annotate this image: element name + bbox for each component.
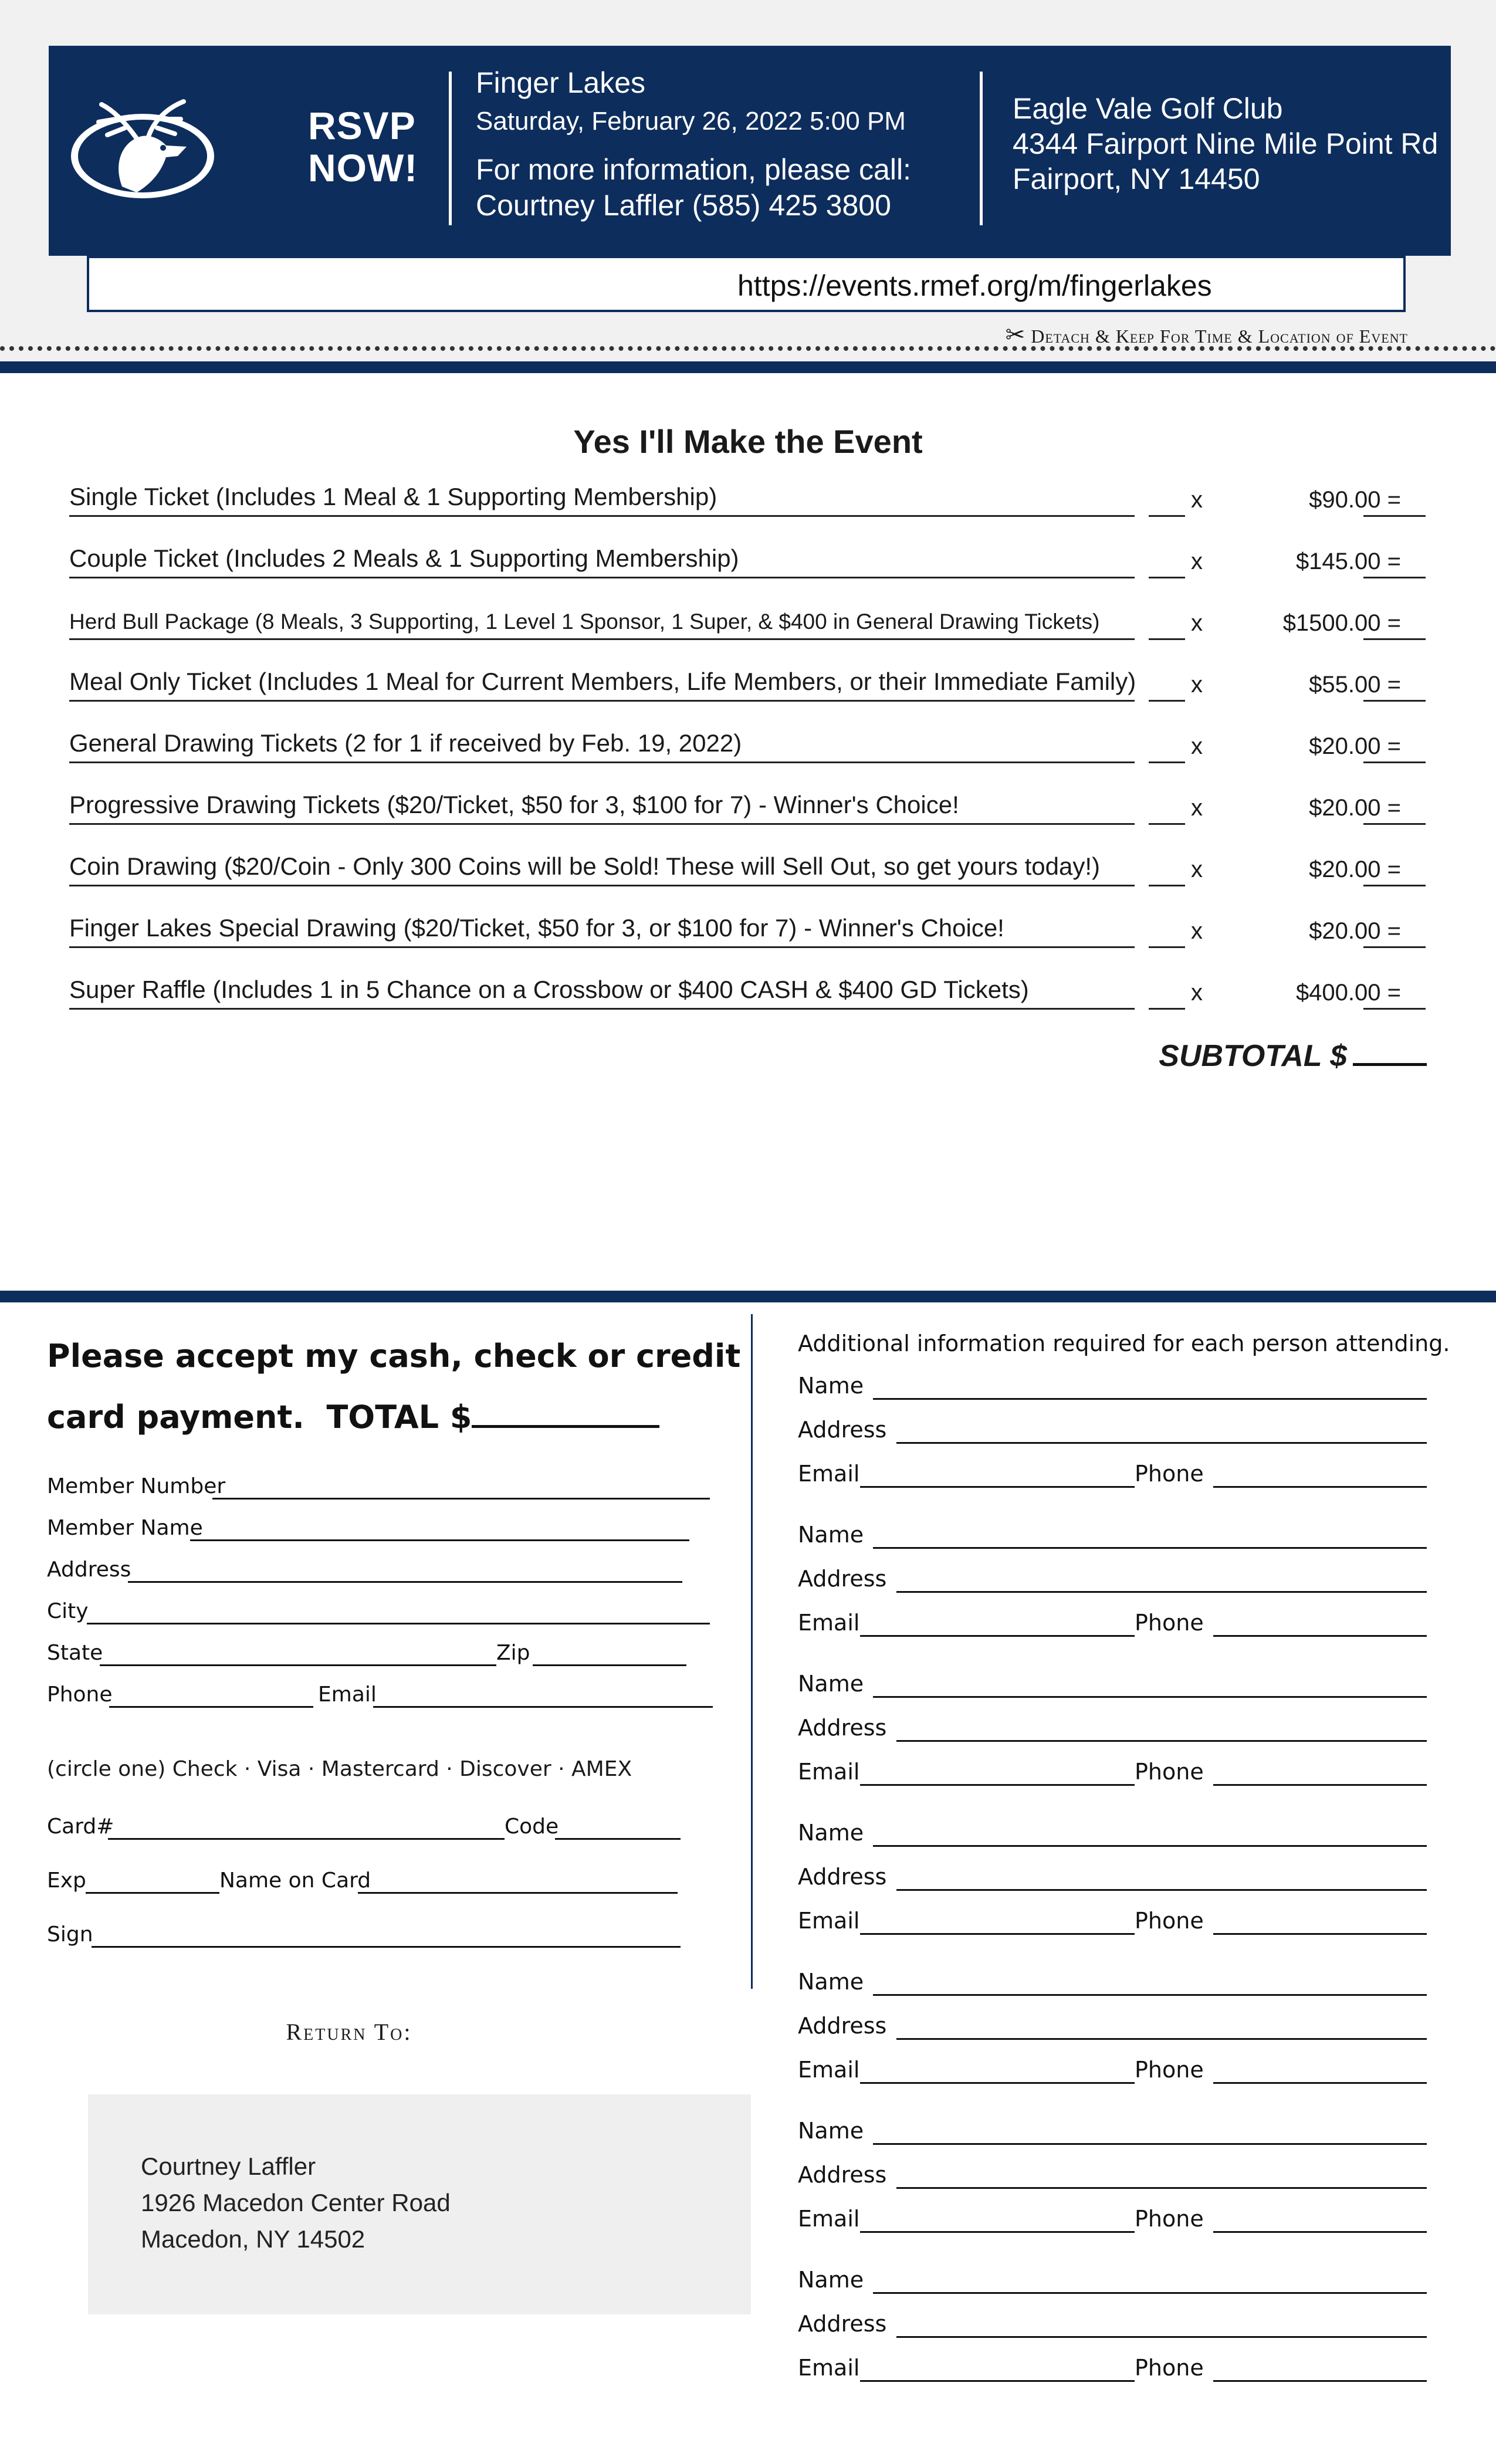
attendee-name-input[interactable] bbox=[873, 1845, 1427, 1847]
attendee-phone-label: Phone bbox=[1135, 2057, 1204, 2083]
attendee-name-label: Name bbox=[798, 1969, 864, 1995]
attendee-email-label: Email bbox=[798, 1908, 860, 1934]
attendee-address-input[interactable] bbox=[896, 1889, 1427, 1891]
header-rule bbox=[0, 361, 1496, 373]
form-field-row bbox=[47, 1467, 716, 1502]
attendee-field-row bbox=[798, 1963, 1431, 1998]
item-underline bbox=[69, 700, 1135, 702]
signature-input[interactable] bbox=[92, 1946, 681, 1948]
expiration-label: Exp bbox=[47, 1869, 86, 1893]
event-banner bbox=[49, 46, 1451, 256]
name-on-card-label: Name on Card bbox=[219, 1869, 371, 1893]
attendee-name-input[interactable] bbox=[873, 2292, 1427, 2294]
quantity-field[interactable] bbox=[1149, 761, 1185, 763]
form-field-row bbox=[47, 1633, 716, 1668]
venue-name: Eagle Vale Golf Club bbox=[1013, 92, 1283, 125]
attendee-phone-label: Phone bbox=[1135, 1908, 1204, 1934]
line-total-field[interactable] bbox=[1363, 946, 1426, 948]
order-item-row bbox=[69, 786, 1430, 827]
item-price: $20.00 = bbox=[1309, 795, 1401, 821]
attendee-email-label: Email bbox=[798, 2355, 860, 2381]
quantity-field[interactable] bbox=[1149, 700, 1185, 702]
item-description: Single Ticket (Includes 1 Meal & 1 Supporting Membership) bbox=[69, 483, 717, 510]
attendee-field-row bbox=[798, 2051, 1431, 2086]
detach-text: Detach & Keep For Time & Location of Event bbox=[1031, 326, 1408, 347]
order-item-row bbox=[69, 663, 1430, 704]
attendee-name-input[interactable] bbox=[873, 1398, 1427, 1400]
form-field-row bbox=[47, 1508, 716, 1544]
contact-phone: Courtney Laffler (585) 425 3800 bbox=[476, 189, 891, 222]
order-item-row bbox=[69, 909, 1430, 950]
attendee-address-input[interactable] bbox=[896, 2187, 1427, 2189]
attendee-field-row bbox=[798, 1367, 1431, 1402]
payment-heading bbox=[47, 1326, 751, 1448]
attendee-email-input[interactable] bbox=[860, 2082, 1135, 2084]
line-total-field[interactable] bbox=[1363, 1008, 1426, 1010]
zip-label: Zip bbox=[496, 1641, 530, 1665]
attendee-phone-label: Phone bbox=[1135, 2355, 1204, 2381]
attendee-name-label: Name bbox=[798, 1671, 864, 1697]
member-name-label: Member Name bbox=[47, 1516, 203, 1540]
order-item-row bbox=[69, 478, 1430, 519]
attendee-field-row bbox=[798, 2200, 1431, 2235]
attendee-address-label: Address bbox=[798, 2013, 887, 2039]
section-rule bbox=[0, 1291, 1496, 1302]
item-underline bbox=[69, 1008, 1135, 1010]
item-description: Super Raffle (Includes 1 in 5 Chance on a Crossbow or $400 CASH & $400 GD Tickets) bbox=[69, 976, 1029, 1003]
item-underline bbox=[69, 761, 1135, 763]
attendee-email-input[interactable] bbox=[860, 1486, 1135, 1488]
attendee-phone-label: Phone bbox=[1135, 1461, 1204, 1487]
subtotal-field[interactable] bbox=[1353, 1040, 1427, 1066]
order-item-row bbox=[69, 848, 1430, 889]
item-description: Coin Drawing ($20/Coin - Only 300 Coins will be Sold! These will Sell Out, so get yours today!) bbox=[69, 852, 1101, 880]
quantity-field[interactable] bbox=[1149, 515, 1185, 517]
banner-divider bbox=[449, 72, 452, 225]
signature-label: Sign bbox=[47, 1923, 93, 1947]
attendee-email-label: Email bbox=[798, 1610, 860, 1636]
order-item-row bbox=[69, 601, 1430, 642]
scissors-icon: ✂ bbox=[1005, 321, 1026, 348]
zip-input[interactable] bbox=[533, 1664, 686, 1666]
attendee-name-label: Name bbox=[798, 2267, 864, 2293]
attendee-address-input[interactable] bbox=[896, 1740, 1427, 1742]
item-price: $145.00 = bbox=[1295, 549, 1401, 574]
rsvp-line: RSVP bbox=[308, 104, 416, 147]
total-field[interactable] bbox=[472, 1396, 659, 1428]
state-input[interactable] bbox=[100, 1664, 496, 1666]
perforation-line bbox=[0, 346, 1496, 351]
attendee-address-label: Address bbox=[798, 1566, 887, 1592]
line-total-field[interactable] bbox=[1363, 577, 1426, 578]
item-description: Finger Lakes Special Drawing ($20/Ticket, $50 for 3, or $100 for 7) - Winner's Choice! bbox=[69, 914, 1004, 942]
item-price: $55.00 = bbox=[1309, 672, 1401, 698]
expiration-input[interactable] bbox=[86, 1892, 219, 1894]
attendee-address-label: Address bbox=[798, 1715, 887, 1741]
venue-city: Fairport, NY 14450 bbox=[1013, 163, 1260, 195]
times-sign: x bbox=[1191, 487, 1203, 513]
item-underline bbox=[69, 946, 1135, 948]
attendee-email-input[interactable] bbox=[860, 1933, 1135, 1935]
times-sign: x bbox=[1191, 549, 1203, 574]
column-divider bbox=[751, 1314, 753, 1989]
attendee-field-row bbox=[798, 2156, 1431, 2191]
attendee-address-input[interactable] bbox=[896, 2336, 1427, 2338]
attendee-field-row bbox=[798, 1858, 1431, 1893]
return-address bbox=[141, 2148, 451, 2257]
order-title: Yes I'll Make the Event bbox=[573, 423, 923, 460]
attendee-field-row bbox=[798, 2007, 1431, 2042]
url-box bbox=[87, 256, 1406, 312]
attendee-phone-input[interactable] bbox=[1213, 1486, 1427, 1488]
member-number-input[interactable] bbox=[212, 1498, 710, 1500]
quantity-field[interactable] bbox=[1149, 946, 1185, 948]
member-name-input[interactable] bbox=[190, 1539, 689, 1541]
return-street: 1926 Macedon Center Road bbox=[141, 2189, 451, 2216]
times-sign: x bbox=[1191, 733, 1203, 759]
line-total-field[interactable] bbox=[1363, 515, 1426, 517]
return-to-label: Return To: bbox=[286, 2019, 412, 2045]
card-code-label: Code bbox=[505, 1815, 559, 1839]
banner-divider bbox=[980, 72, 983, 225]
attendee-address-label: Address bbox=[798, 1417, 887, 1443]
return-city: Macedon, NY 14502 bbox=[141, 2225, 365, 2253]
order-item-row bbox=[69, 540, 1430, 581]
times-sign: x bbox=[1191, 610, 1203, 636]
email-input[interactable] bbox=[373, 1706, 713, 1708]
address-input[interactable] bbox=[128, 1581, 682, 1583]
item-description: Progressive Drawing Tickets ($20/Ticket, $50 for 3, $100 for 7) - Winner's Choice! bbox=[69, 791, 959, 818]
attendee-name-input[interactable] bbox=[873, 1696, 1427, 1698]
attendee-field-row bbox=[798, 1604, 1431, 1639]
order-item-row bbox=[69, 971, 1430, 1012]
attendee-name-label: Name bbox=[798, 2118, 864, 2144]
times-sign: x bbox=[1191, 918, 1203, 944]
form-field-row bbox=[47, 1861, 716, 1896]
item-underline bbox=[69, 515, 1135, 517]
event-datetime: Saturday, February 26, 2022 5:00 PM bbox=[476, 107, 906, 136]
attendee-field-row bbox=[798, 2349, 1431, 2384]
attendee-field-row bbox=[798, 1411, 1431, 1446]
line-total-field[interactable] bbox=[1363, 761, 1426, 763]
card-type-options[interactable]: (circle one) Check · Visa · Mastercard · Discover · AMEX bbox=[47, 1757, 632, 1781]
times-sign: x bbox=[1191, 980, 1203, 1006]
attendee-name-label: Name bbox=[798, 1820, 864, 1846]
form-field-row bbox=[47, 1675, 716, 1710]
subtotal-label: SUBTOTAL $ bbox=[1159, 1039, 1347, 1073]
item-price: $20.00 = bbox=[1309, 733, 1401, 759]
quantity-field[interactable] bbox=[1149, 885, 1185, 886]
attendee-phone-label: Phone bbox=[1135, 1610, 1204, 1636]
city-label: City bbox=[47, 1599, 89, 1623]
return-address-box bbox=[88, 2094, 751, 2314]
payment-heading-line2: card payment. bbox=[47, 1399, 304, 1436]
card-number-label: Card# bbox=[47, 1815, 114, 1839]
form-field-row bbox=[47, 1592, 716, 1627]
attendee-field-row bbox=[798, 1814, 1431, 1849]
card-number-input[interactable] bbox=[108, 1838, 505, 1840]
attendee-field-row bbox=[798, 1455, 1431, 1490]
elk-logo-icon bbox=[66, 87, 225, 204]
attendee-phone-input[interactable] bbox=[1213, 2082, 1427, 2084]
item-underline bbox=[69, 638, 1135, 640]
attendee-email-input[interactable] bbox=[860, 2380, 1135, 2382]
attendee-field-row bbox=[798, 1902, 1431, 1937]
line-total-field[interactable] bbox=[1363, 885, 1426, 886]
item-price: $400.00 = bbox=[1295, 980, 1401, 1006]
attendee-name-input[interactable] bbox=[873, 1547, 1427, 1549]
attendee-field-row bbox=[798, 2305, 1431, 2340]
city-input[interactable] bbox=[87, 1623, 710, 1624]
attendee-phone-input[interactable] bbox=[1213, 2231, 1427, 2233]
quantity-field[interactable] bbox=[1149, 638, 1185, 640]
total-label: TOTAL $ bbox=[326, 1399, 472, 1436]
item-underline bbox=[69, 577, 1135, 578]
attendee-phone-input[interactable] bbox=[1213, 1933, 1427, 1935]
member-number-label: Member Number bbox=[47, 1474, 226, 1498]
attendee-field-row bbox=[798, 2112, 1431, 2147]
order-item-row bbox=[69, 725, 1430, 766]
quantity-field[interactable] bbox=[1149, 823, 1185, 825]
attendee-name-input[interactable] bbox=[873, 2143, 1427, 2145]
form-field-row bbox=[47, 1807, 716, 1842]
attendee-email-label: Email bbox=[798, 1759, 860, 1785]
attendee-phone-label: Phone bbox=[1135, 1759, 1204, 1785]
item-price: $90.00 = bbox=[1309, 487, 1401, 513]
form-field-row bbox=[47, 1915, 716, 1950]
attendee-field-row bbox=[798, 1753, 1431, 1788]
email-label: Email bbox=[318, 1683, 377, 1707]
name-on-card-input[interactable] bbox=[358, 1892, 678, 1894]
attendee-field-row bbox=[798, 1516, 1431, 1551]
venue-street: 4344 Fairport Nine Mile Point Rd bbox=[1013, 127, 1439, 160]
item-description: Meal Only Ticket (Includes 1 Meal for Current Members, Life Members, or their Immediate Family) bbox=[69, 668, 1136, 695]
quantity-field[interactable] bbox=[1149, 577, 1185, 578]
item-price: $1500.00 = bbox=[1282, 610, 1401, 636]
line-total-field[interactable] bbox=[1363, 823, 1426, 825]
attendee-field-row bbox=[798, 1560, 1431, 1595]
card-code-input[interactable] bbox=[555, 1838, 681, 1840]
attendee-address-input[interactable] bbox=[896, 2038, 1427, 2040]
attendee-name-label: Name bbox=[798, 1373, 864, 1399]
attendee-address-input[interactable] bbox=[896, 1591, 1427, 1593]
detach-note bbox=[1006, 321, 1408, 348]
phone-input[interactable] bbox=[109, 1706, 313, 1708]
attendee-field-row bbox=[798, 1709, 1431, 1744]
attendee-email-label: Email bbox=[798, 1461, 860, 1487]
phone-label: Phone bbox=[47, 1683, 113, 1707]
now-line: NOW! bbox=[308, 146, 418, 189]
times-sign: x bbox=[1191, 795, 1203, 821]
quantity-field[interactable] bbox=[1149, 1008, 1185, 1010]
attendee-address-label: Address bbox=[798, 2311, 887, 2337]
payment-heading-line1: Please accept my cash, check or credit bbox=[47, 1338, 741, 1375]
attendee-email-label: Email bbox=[798, 2206, 860, 2232]
item-description: Couple Ticket (Includes 2 Meals & 1 Supporting Membership) bbox=[69, 544, 739, 572]
item-description: Herd Bull Package (8 Meals, 3 Supporting, 1 Level 1 Sponsor, 1 Super, & $400 in General Drawing Tickets) bbox=[69, 610, 1100, 634]
attendee-email-input[interactable] bbox=[860, 1784, 1135, 1786]
attendee-address-label: Address bbox=[798, 2162, 887, 2188]
attendee-address-input[interactable] bbox=[896, 1442, 1427, 1444]
times-sign: x bbox=[1191, 672, 1203, 698]
item-description: General Drawing Tickets (2 for 1 if received by Feb. 19, 2022) bbox=[69, 729, 742, 757]
attendee-email-input[interactable] bbox=[860, 1635, 1135, 1637]
attendee-name-input[interactable] bbox=[873, 1994, 1427, 1996]
event-name: Finger Lakes bbox=[476, 66, 646, 99]
attendees-heading: Additional information required for each person attending. bbox=[798, 1331, 1450, 1356]
attendee-phone-label: Phone bbox=[1135, 2206, 1204, 2232]
item-price: $20.00 = bbox=[1309, 918, 1401, 944]
state-label: State bbox=[47, 1641, 103, 1665]
subtotal-row bbox=[1159, 1038, 1427, 1074]
form-field-row bbox=[47, 1550, 716, 1585]
attendee-name-label: Name bbox=[798, 1522, 864, 1548]
times-sign: x bbox=[1191, 857, 1203, 882]
attendee-email-label: Email bbox=[798, 2057, 860, 2083]
attendee-phone-input[interactable] bbox=[1213, 2380, 1427, 2382]
line-total-field[interactable] bbox=[1363, 700, 1426, 702]
attendee-field-row bbox=[798, 2261, 1431, 2296]
return-name: Courtney Laffler bbox=[141, 2152, 316, 2180]
info-line: For more information, please call: bbox=[476, 153, 911, 186]
item-price: $20.00 = bbox=[1309, 857, 1401, 882]
line-total-field[interactable] bbox=[1363, 638, 1426, 640]
attendee-address-label: Address bbox=[798, 1864, 887, 1890]
address-label: Address bbox=[47, 1558, 131, 1582]
attendee-phone-input[interactable] bbox=[1213, 1635, 1427, 1637]
event-url[interactable]: https://events.rmef.org/m/fingerlakes bbox=[737, 269, 1212, 302]
attendee-email-input[interactable] bbox=[860, 2231, 1135, 2233]
item-underline bbox=[69, 885, 1135, 886]
item-underline bbox=[69, 823, 1135, 825]
attendee-phone-input[interactable] bbox=[1213, 1784, 1427, 1786]
rsvp-now-heading bbox=[308, 104, 472, 189]
attendee-field-row bbox=[798, 1665, 1431, 1700]
